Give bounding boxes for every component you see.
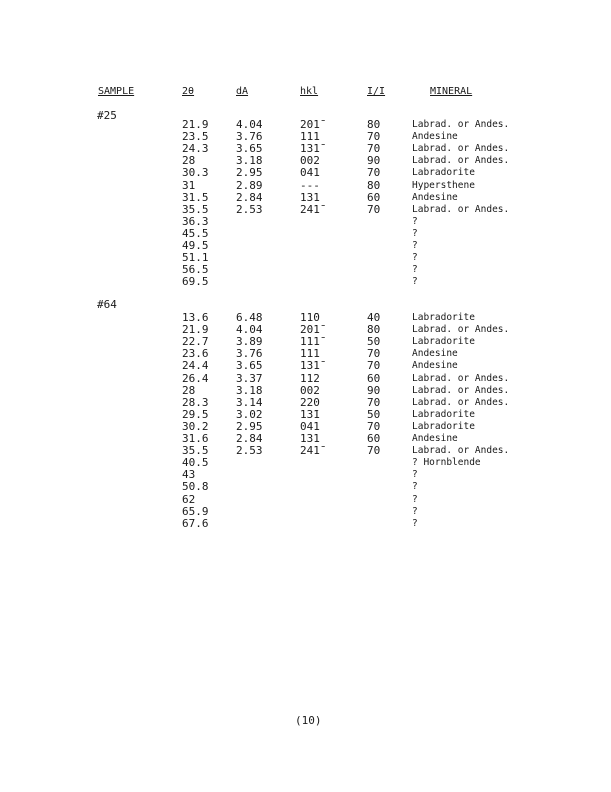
mineral-cell: Labradorite — [412, 167, 475, 179]
mineral-cell: ? — [412, 469, 418, 481]
two-theta-cell: 65.9 — [182, 504, 209, 518]
intensity-cell: 60 — [367, 190, 381, 204]
mineral-cell: Labradorite — [412, 312, 475, 323]
two-theta-cell: 29.5 — [182, 407, 209, 421]
hkl-cell: 041 — [300, 166, 320, 180]
mineral-cell: Hypersthene — [412, 179, 475, 191]
d-spacing-cell: 4.04 — [236, 323, 263, 337]
table-row — [0, 494, 611, 506]
mineral-cell: Labrad. or Andes. — [412, 445, 510, 457]
table-row — [0, 481, 611, 493]
hkl-cell: 002 — [300, 154, 320, 168]
mineral-cell: ? — [412, 252, 418, 264]
mineral-cell: Labrad. or Andes. — [412, 324, 510, 336]
intensity-cell: 60 — [367, 371, 381, 385]
two-theta-cell: 35.5 — [182, 444, 209, 458]
two-theta-cell: 30.2 — [182, 419, 209, 433]
mineral-cell: Labrad. or Andes. — [412, 203, 510, 215]
mineral-cell: ? — [412, 505, 418, 517]
two-theta-cell: 23.5 — [182, 130, 209, 144]
table-row — [0, 385, 611, 397]
d-spacing-cell: 2.95 — [236, 166, 263, 180]
hkl-cell: 201̄ — [300, 118, 320, 131]
table-row — [0, 518, 611, 530]
mineral-cell: ? — [412, 240, 418, 251]
hkl-cell: 131 — [300, 432, 320, 445]
mineral-cell: Labrad. or Andes. — [412, 384, 510, 396]
hkl-cell: 241̄ — [300, 202, 320, 216]
d-spacing-cell: 3.37 — [236, 371, 263, 385]
table-row — [0, 397, 611, 409]
table-row — [0, 506, 611, 518]
mineral-cell: ? — [412, 215, 418, 227]
hkl-cell: 111 — [300, 347, 320, 361]
table-row — [0, 216, 611, 228]
mineral-cell: ? — [412, 517, 418, 529]
hkl-cell: 220 — [300, 395, 320, 409]
two-theta-cell: 23.6 — [182, 347, 209, 361]
header-sample: SAMPLE — [98, 86, 135, 97]
two-theta-cell: 24.3 — [182, 142, 209, 156]
table-row — [0, 167, 611, 179]
hkl-cell: 241̄ — [300, 444, 320, 458]
table-row — [0, 252, 611, 264]
two-theta-cell: 31.6 — [182, 432, 209, 445]
two-theta-cell: 56.5 — [182, 263, 209, 277]
intensity-cell: 70 — [367, 130, 381, 144]
table-row — [0, 457, 611, 469]
page-number: (10) — [295, 714, 322, 727]
mineral-cell: ? — [412, 493, 418, 505]
hkl-cell: 131̄ — [300, 359, 320, 373]
d-spacing-cell: 6.48 — [236, 311, 263, 324]
intensity-cell: 70 — [367, 142, 381, 156]
hkl-cell: 131̄ — [300, 142, 320, 156]
table-row — [0, 409, 611, 421]
intensity-cell: 90 — [367, 383, 381, 397]
hkl-cell: 11̄0 — [300, 311, 320, 324]
table-row — [0, 360, 611, 372]
table-row — [0, 204, 611, 216]
d-spacing-cell: 3.14 — [236, 395, 263, 409]
d-spacing-cell: 2.95 — [236, 419, 263, 433]
two-theta-cell: 43 — [182, 468, 196, 482]
two-theta-cell: 49.5 — [182, 239, 209, 252]
intensity-cell: 70 — [367, 359, 381, 373]
d-spacing-cell: 3.65 — [236, 142, 263, 156]
d-spacing-cell: 2.84 — [236, 190, 263, 204]
intensity-cell: 60 — [367, 432, 381, 445]
hkl-cell: 111̄ — [300, 335, 320, 349]
mineral-cell: Andesine — [412, 348, 458, 360]
header-mineral: MINERAL — [430, 86, 473, 97]
two-theta-cell: 62 — [182, 492, 196, 506]
mineral-cell: Labrad. or Andes. — [412, 119, 510, 130]
two-theta-cell: 21.9 — [182, 323, 209, 337]
mineral-cell: Andesine — [412, 360, 458, 372]
header-intensity: I/I — [367, 86, 386, 97]
intensity-cell: 70 — [367, 395, 381, 409]
two-theta-cell: 35.5 — [182, 202, 209, 216]
two-theta-cell: 31.5 — [182, 190, 209, 204]
intensity-cell: 50 — [367, 407, 381, 421]
two-theta-cell: 31 — [182, 178, 196, 192]
d-spacing-cell: 3.89 — [236, 335, 263, 349]
mineral-cell: Andesine — [412, 131, 458, 143]
intensity-cell: 70 — [367, 419, 381, 433]
intensity-cell: 70 — [367, 444, 381, 458]
intensity-cell: 70 — [367, 347, 381, 361]
two-theta-cell: 40.5 — [182, 456, 209, 470]
d-spacing-cell: 3.65 — [236, 359, 263, 373]
table-row — [0, 469, 611, 481]
header-two-theta: 2θ — [182, 86, 195, 97]
d-spacing-cell: 3.76 — [236, 130, 263, 144]
table-row — [0, 228, 611, 240]
hkl-cell: 111 — [300, 130, 320, 144]
hkl-cell: 112 — [300, 371, 320, 385]
mineral-cell: Andesine — [412, 433, 458, 444]
d-spacing-cell: 2.53 — [236, 202, 263, 216]
two-theta-cell: 28.3 — [182, 395, 209, 409]
mineral-cell: ? Hornblende — [412, 457, 481, 469]
two-theta-cell: 45.5 — [182, 226, 209, 240]
two-theta-cell: 13.6 — [182, 311, 209, 324]
d-spacing-cell: 2.53 — [236, 444, 263, 458]
mineral-cell: ? — [412, 481, 418, 493]
intensity-cell: 80 — [367, 118, 381, 131]
intensity-cell: 90 — [367, 154, 381, 168]
table-row — [0, 240, 611, 252]
hkl-cell: 13̄1 — [300, 407, 320, 421]
mineral-cell: Labrad. or Andes. — [412, 396, 510, 408]
header-hkl: hkl — [300, 86, 319, 97]
header-da: dA — [236, 86, 249, 97]
two-theta-cell: 28 — [182, 383, 196, 397]
two-theta-cell: 50.8 — [182, 480, 209, 494]
two-theta-cell: 22.7 — [182, 335, 209, 349]
table-row — [0, 445, 611, 457]
d-spacing-cell: 3.76 — [236, 347, 263, 361]
hkl-cell: 131 — [300, 190, 320, 204]
hkl-cell: 041 — [300, 419, 320, 433]
intensity-cell: 70 — [367, 202, 381, 216]
two-theta-cell: 51.1 — [182, 251, 209, 265]
intensity-cell: 40 — [367, 311, 381, 324]
table-row — [0, 192, 611, 204]
two-theta-cell: 30.3 — [182, 166, 209, 180]
hkl-cell: --- — [300, 178, 320, 192]
mineral-cell: Labradorite — [412, 336, 475, 348]
d-spacing-cell: 4.04 — [236, 118, 263, 131]
mineral-cell: Andesine — [412, 191, 458, 203]
two-theta-cell: 67.6 — [182, 516, 209, 530]
two-theta-cell: 24.4 — [182, 359, 209, 373]
sample-label: #64 — [97, 298, 117, 311]
d-spacing-cell: 3.18 — [236, 154, 263, 168]
mineral-cell: Labrad. or Andes. — [412, 155, 510, 167]
mineral-cell: Labrad. or Andes. — [412, 143, 510, 155]
d-spacing-cell: 2.84 — [236, 432, 263, 445]
table-row — [0, 180, 611, 192]
two-theta-cell: 26.4 — [182, 371, 209, 385]
d-spacing-cell: 3.02 — [236, 407, 263, 421]
mineral-cell: Labradorite — [412, 420, 475, 432]
table-row — [0, 373, 611, 385]
mineral-cell: ? — [412, 227, 418, 239]
mineral-cell: ? — [412, 276, 418, 288]
intensity-cell: 80 — [367, 178, 381, 192]
mineral-cell: ? — [412, 264, 418, 276]
d-spacing-cell: 2.89 — [236, 178, 263, 192]
intensity-cell: 80 — [367, 323, 381, 337]
two-theta-cell: 69.5 — [182, 275, 209, 289]
d-spacing-cell: 3.18 — [236, 383, 263, 397]
table-row — [0, 264, 611, 276]
table-row — [0, 276, 611, 288]
sample-label: #25 — [97, 109, 117, 122]
two-theta-cell: 36.3 — [182, 214, 209, 228]
mineral-cell: Labrad. or Andes. — [412, 372, 510, 384]
intensity-cell: 50 — [367, 335, 381, 349]
two-theta-cell: 21.9 — [182, 118, 209, 131]
two-theta-cell: 28 — [182, 154, 196, 168]
hkl-cell: 002 — [300, 383, 320, 397]
hkl-cell: 201̄ — [300, 323, 320, 337]
mineral-cell: Labradorite — [412, 408, 475, 420]
intensity-cell: 70 — [367, 166, 381, 180]
